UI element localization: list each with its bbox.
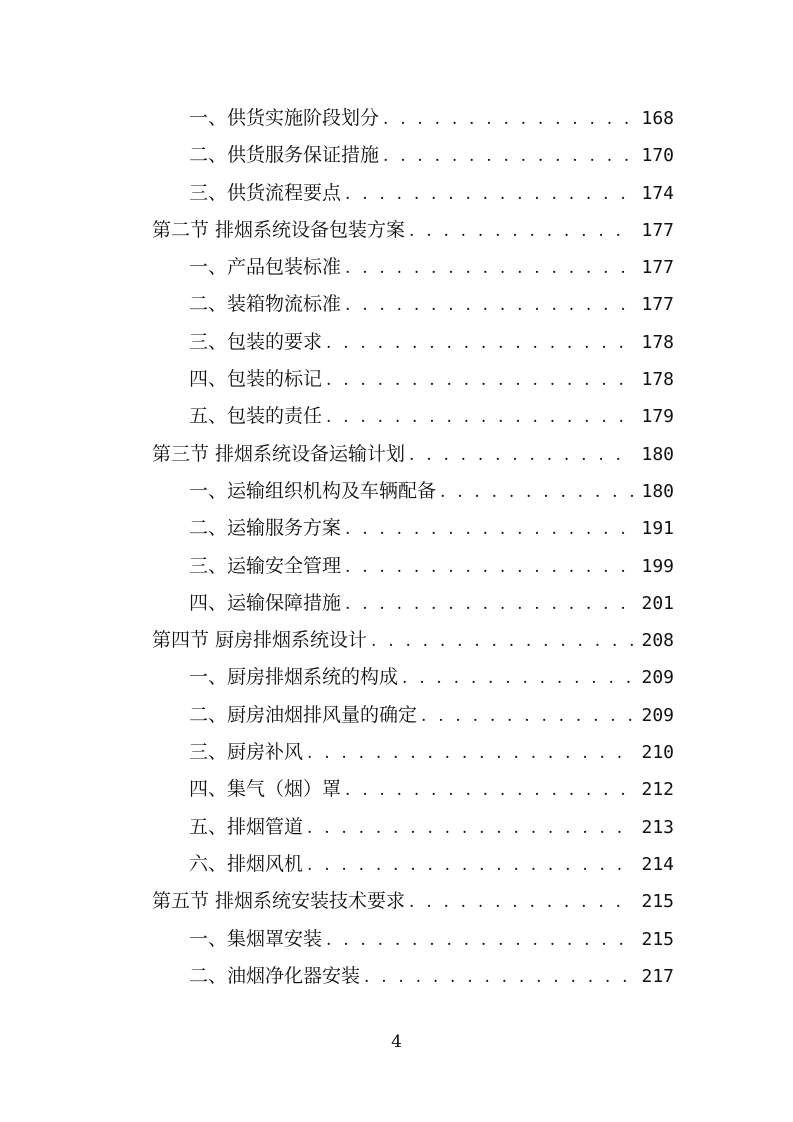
toc-entry-title: 第五节 排烟系统安装技术要求 — [152, 890, 406, 913]
toc-dot-leader — [383, 138, 634, 175]
toc-subsection-entry[interactable] — [0, 734, 793, 771]
toc-entry-page-number: 178 — [641, 369, 674, 391]
toc-entry-page-number: 170 — [641, 145, 674, 167]
toc-entry-page-number: 179 — [641, 406, 674, 428]
toc-subsection-entry[interactable] — [0, 659, 793, 696]
toc-entry-page-number: 215 — [641, 928, 674, 950]
toc-entry-page-number: 210 — [641, 742, 674, 764]
toc-subsection-entry[interactable] — [0, 771, 793, 808]
toc-subsection-entry[interactable] — [0, 846, 793, 883]
toc-dot-leader — [307, 847, 634, 884]
toc-entry-title: 三、包装的要求 — [189, 330, 323, 353]
toc-entry-title: 一、产品包装标准 — [189, 256, 342, 279]
toc-entry-title: 五、包装的责任 — [189, 405, 323, 428]
toc-entry-title: 二、厨房油烟排风量的确定 — [189, 703, 418, 726]
toc-entry-title: 三、运输安全管理 — [189, 554, 342, 577]
toc-dot-leader — [345, 250, 634, 287]
toc-section-entry[interactable] — [0, 212, 793, 249]
toc-entry-title: 四、运输保障措施 — [189, 591, 342, 614]
toc-entry-title: 二、供货服务保证措施 — [189, 144, 380, 167]
toc-subsection-entry[interactable] — [0, 958, 793, 995]
toc-dot-leader — [440, 474, 634, 511]
toc-entry-title: 一、集烟罩安装 — [189, 927, 323, 950]
toc-dot-leader — [326, 325, 634, 362]
toc-dot-leader — [409, 437, 634, 474]
toc-subsection-entry[interactable] — [0, 697, 793, 734]
toc-dot-leader — [345, 772, 634, 809]
toc-entry-title: 四、包装的标记 — [189, 368, 323, 391]
toc-entry-title: 三、供货流程要点 — [189, 181, 342, 204]
toc-entry-page-number: 208 — [641, 630, 674, 652]
toc-dot-leader — [345, 511, 634, 548]
toc-subsection-entry[interactable] — [0, 100, 793, 137]
toc-dot-leader — [371, 623, 634, 660]
toc-entry-title: 第二节 排烟系统设备包装方案 — [152, 218, 406, 241]
toc-entry-page-number: 217 — [641, 965, 674, 987]
toc-subsection-entry[interactable] — [0, 473, 793, 510]
toc-entry-title: 一、厨房排烟系统的构成 — [189, 666, 399, 689]
toc-entry-title: 五、排烟管道 — [189, 815, 304, 838]
toc-subsection-entry[interactable] — [0, 398, 793, 435]
toc-entry-page-number: 199 — [641, 555, 674, 577]
toc-entry-title: 二、油烟净化器安装 — [189, 964, 361, 987]
toc-entry-title: 四、集气（烟）罩 — [189, 778, 342, 801]
toc-subsection-entry[interactable] — [0, 585, 793, 622]
toc-dot-leader — [383, 101, 634, 138]
toc-entry-page-number: 174 — [641, 182, 674, 204]
toc-subsection-entry[interactable] — [0, 137, 793, 174]
toc-subsection-entry[interactable] — [0, 324, 793, 361]
toc-entry-title: 三、厨房补风 — [189, 741, 304, 764]
toc-dot-leader — [326, 362, 634, 399]
toc-dot-leader — [326, 922, 634, 959]
toc-subsection-entry[interactable] — [0, 249, 793, 286]
toc-entry-page-number: 168 — [641, 108, 674, 129]
toc-entry-page-number: 201 — [641, 592, 674, 614]
toc-entry-page-number: 178 — [641, 331, 674, 353]
toc-subsection-entry[interactable] — [0, 510, 793, 547]
toc-subsection-entry[interactable] — [0, 286, 793, 323]
toc-dot-leader — [307, 810, 634, 847]
toc-entry-title: 一、运输组织机构及车辆配备 — [189, 479, 437, 502]
toc-subsection-entry[interactable] — [0, 361, 793, 398]
toc-dot-leader — [409, 213, 634, 250]
toc-entry-page-number: 191 — [641, 518, 674, 540]
toc-dot-leader — [345, 287, 634, 324]
toc-entry-page-number: 177 — [641, 219, 674, 241]
toc-entry-title: 六、排烟风机 — [189, 852, 304, 875]
toc-entry-page-number: 215 — [641, 891, 674, 913]
toc-entry-page-number: 180 — [641, 480, 674, 502]
toc-section-entry[interactable] — [0, 883, 793, 920]
toc-dot-leader — [345, 586, 634, 623]
toc-subsection-entry[interactable] — [0, 809, 793, 846]
toc-entry-title: 一、供货实施阶段划分 — [189, 107, 380, 129]
toc-entry-page-number: 212 — [641, 779, 674, 801]
toc-subsection-entry[interactable] — [0, 548, 793, 585]
toc-entry-page-number: 214 — [641, 853, 674, 875]
toc-dot-leader — [402, 660, 634, 697]
toc-dot-leader — [307, 735, 634, 772]
toc-dot-leader — [345, 176, 634, 213]
page-number: 4 — [391, 1032, 402, 1052]
toc-section-entry[interactable] — [0, 436, 793, 473]
table-of-contents — [0, 100, 793, 995]
toc-entry-page-number: 177 — [641, 294, 674, 316]
toc-section-entry[interactable] — [0, 622, 793, 659]
toc-entry-page-number: 180 — [641, 443, 674, 465]
toc-entry-page-number: 209 — [641, 704, 674, 726]
toc-entry-title: 二、运输服务方案 — [189, 517, 342, 540]
toc-entry-page-number: 177 — [641, 257, 674, 279]
toc-dot-leader — [326, 399, 634, 436]
toc-dot-leader — [421, 698, 634, 735]
toc-dot-leader — [364, 959, 634, 996]
toc-subsection-entry[interactable] — [0, 921, 793, 958]
toc-subsection-entry[interactable] — [0, 175, 793, 212]
toc-entry-page-number: 209 — [641, 667, 674, 689]
toc-dot-leader — [345, 549, 634, 586]
toc-entry-page-number: 213 — [641, 816, 674, 838]
toc-entry-title: 第三节 排烟系统设备运输计划 — [152, 442, 406, 465]
toc-entry-title: 二、装箱物流标准 — [189, 293, 342, 316]
toc-dot-leader — [409, 884, 634, 921]
toc-entry-title: 第四节 厨房排烟系统设计 — [152, 629, 368, 652]
